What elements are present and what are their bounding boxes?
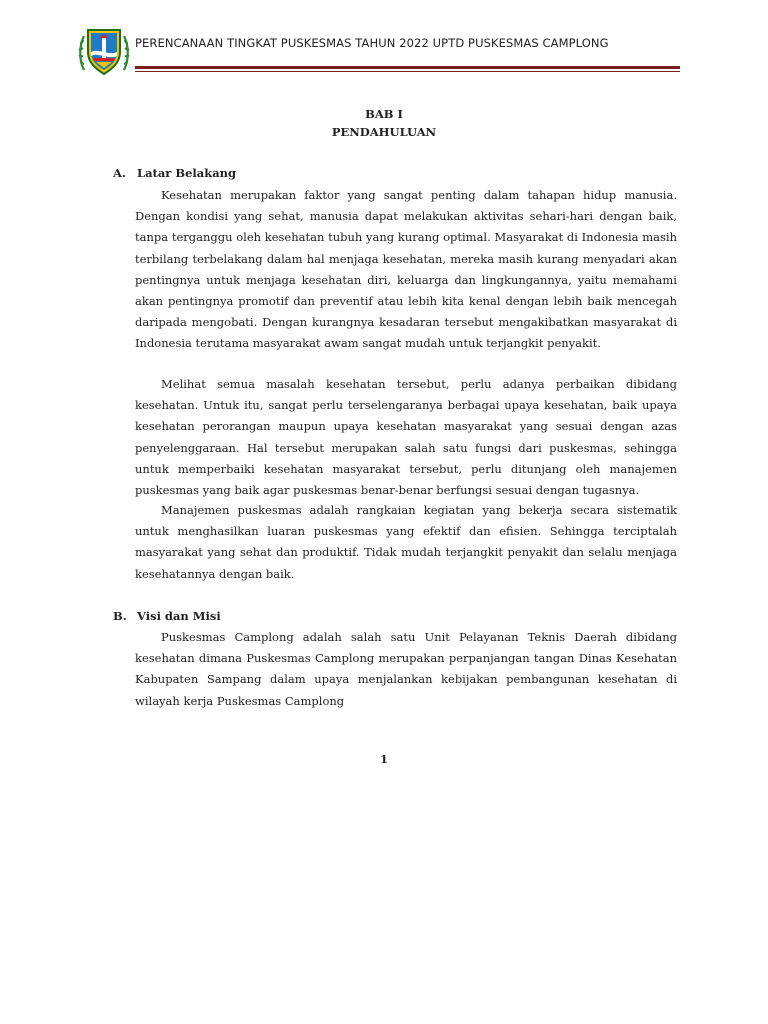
regency-emblem-icon [78,26,130,76]
paragraph: Kesehatan merupakan faktor yang sangat penting dalam tahapan hidup manusia. Dengan kondisi yang sehat, manusia dapat melakukan aktivitas sehari-hari dengan baik, tanpa terganggu oleh kesehatan tubuh yang kurang optimal. Masyarakat di Indonesia masih terbilang terbelakang dalam hal menjaga kesehatan, mereka masih kurang menyadari akan pentingnya untuk menjaga kesehatan diri, keluarga dan lingkungannya, yaitu memahami akan pentingnya promotif dan preventif atau lebih kita kenal dengan lebih baik mencegah daripada mengobati. Dengan kurangnya kesadaran tersebut mengakibatkan masyarakat di Indonesia terutama masyarakat awam sangat mudah untuk terjangkit penyakit. [135,188,677,351]
chapter-title: PENDAHULUAN [331,125,437,139]
section-heading-visi-misi [113,609,221,623]
chapter-number: BAB I [365,107,403,121]
page-number: 1 [379,752,388,766]
header-title: PERENCANAAN TINGKAT PUSKESMAS TAHUN 2022 UPTD PUSKESMAS CAMPLONG [135,36,609,50]
section-letter: B. [113,609,127,623]
section-heading-latar-belakang [113,166,236,180]
section-title: Visi dan Misi [137,609,221,623]
paragraph: Manajemen puskesmas adalah rangkaian kegiatan yang bekerja secara sistematik untuk menghasilkan luaran puskesmas yang efektif dan efisien. Sehingga terciptalah masyarakat yang sehat dan produktif. Tidak mudah terjangkit penyakit dan selalu menjaga kesehatannya dengan baik. [135,503,677,581]
section-letter: A. [113,166,126,180]
paragraph: Melihat semua masalah kesehatan tersebut, perlu adanya perbaikan dibidang kesehatan. Untuk itu, sangat perlu terselengaranya berbagai upaya kesehatan, baik upaya kesehatan perorangan maupun upaya kesehatan masyarakat yang sesuai dengan azas penyelenggaraan. Hal tersebut merupakan salah satu fungsi dari puskesmas, sehingga untuk memperbaiki kesehatan masyarakat tersebut, perlu ditunjang oleh manajemen puskesmas yang baik agar puskesmas benar-benar berfungsi sesuai dengan tugasnya. [135,377,677,498]
paragraph: Puskesmas Camplong adalah salah satu Unit Pelayanan Teknis Daerah dibidang kesehatan dimana Puskesmas Camplong merupakan perpanjangan tangan Dinas Kesehatan Kabupaten Sampang dalam upaya menjalankan kebijakan pembangunan kesehatan di wilayah kerja Puskesmas Camplong [135,630,677,708]
header-rule-thick [135,66,680,69]
page-header [78,26,680,76]
section-title: Latar Belakang [137,166,237,180]
header-rule-thin [135,71,680,72]
